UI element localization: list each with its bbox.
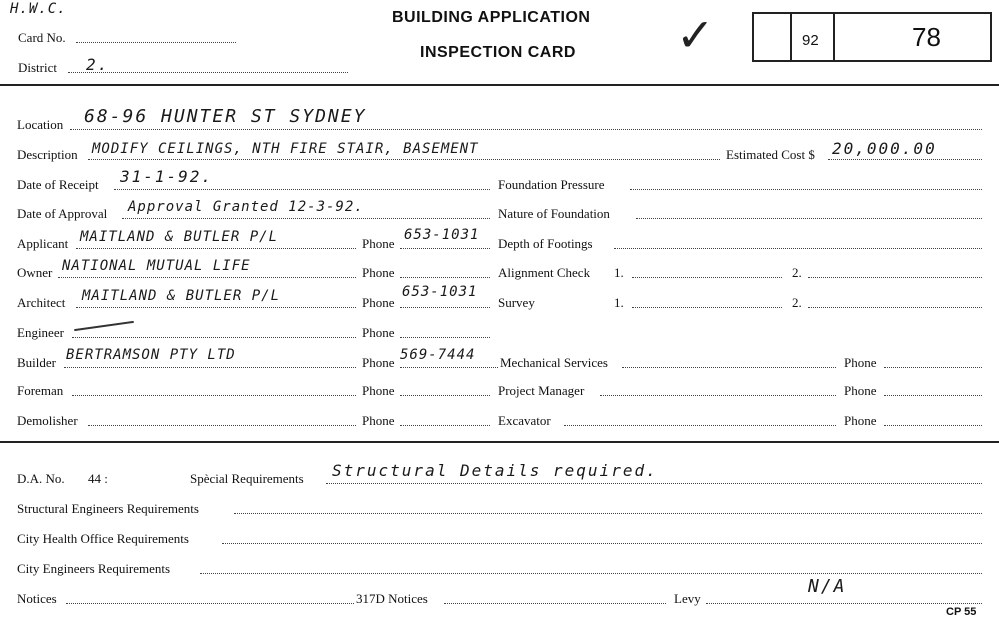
- architect-label: Architect: [17, 295, 66, 310]
- receipt-field[interactable]: [114, 189, 490, 190]
- depth-footings-label: Depth of Footings: [498, 236, 593, 251]
- foundation-pressure-field[interactable]: [630, 189, 982, 190]
- owner-field[interactable]: [58, 277, 356, 278]
- depth-footings-field[interactable]: [614, 248, 982, 249]
- section-divider: [0, 441, 999, 443]
- structural-engineers-label: Structural Engineers Requirements: [17, 501, 199, 516]
- demolisher-label: Demolisher: [17, 413, 78, 428]
- da-value: 44 :: [88, 471, 108, 486]
- card-title-line2: INSPECTION CARD: [420, 44, 576, 61]
- location-value: 68-96 HUNTER ST SYDNEY: [84, 106, 367, 127]
- architect-phone-value: 653-1031: [402, 284, 478, 300]
- builder-field[interactable]: [64, 367, 356, 368]
- owner-phone-label: Phone: [362, 265, 395, 280]
- receipt-value: 31-1-92.: [120, 167, 214, 186]
- pm-phone-field[interactable]: [884, 395, 982, 396]
- foreman-field[interactable]: [72, 395, 356, 396]
- location-label: Location: [17, 117, 64, 132]
- demolisher-field[interactable]: [88, 425, 356, 426]
- district-label: District: [18, 60, 57, 75]
- special-requirements-value: Structural Details required.: [332, 461, 658, 480]
- hwc-note: H.W.C.: [10, 1, 67, 17]
- architect-field[interactable]: [76, 307, 356, 308]
- check-tick-icon: ✓: [676, 8, 715, 62]
- box-number-small: 92: [802, 32, 819, 49]
- builder-phone-value: 569-7444: [400, 347, 476, 363]
- approval-field[interactable]: [122, 218, 490, 219]
- card-title-line1: BUILDING APPLICATION: [392, 9, 591, 26]
- engineer-field[interactable]: [72, 337, 356, 338]
- health-office-label: City Health Office Requirements: [17, 531, 189, 546]
- excavator-phone-field[interactable]: [884, 425, 982, 426]
- box-number-large: 78: [912, 22, 941, 52]
- district-value: 2.: [86, 55, 110, 74]
- receipt-label: Date of Receipt: [17, 177, 99, 192]
- survey-1-label: 1.: [614, 295, 624, 310]
- nature-foundation-field[interactable]: [636, 218, 982, 219]
- survey-label: Survey: [498, 295, 535, 310]
- applicant-value: MAITLAND & BUTLER P/L: [80, 229, 279, 245]
- special-requirements-label: Spècial Requirements: [190, 471, 304, 486]
- project-manager-field[interactable]: [600, 395, 836, 396]
- owner-label: Owner: [17, 265, 53, 280]
- builder-label: Builder: [17, 355, 56, 370]
- approval-label: Date of Approval: [17, 206, 108, 221]
- builder-phone-field[interactable]: [400, 367, 498, 368]
- header-divider: [0, 84, 999, 86]
- health-office-field[interactable]: [222, 543, 982, 544]
- foreman-phone-field[interactable]: [400, 395, 490, 396]
- mech-phone-field[interactable]: [884, 367, 982, 368]
- mech-services-label: Mechanical Services: [500, 355, 608, 370]
- survey-1-field[interactable]: [632, 307, 782, 308]
- engineer-phone-field[interactable]: [400, 337, 490, 338]
- excavator-label: Excavator: [498, 413, 551, 428]
- applicant-phone-label: Phone: [362, 236, 395, 251]
- estimated-cost-field[interactable]: [828, 159, 982, 160]
- box-divider: [790, 14, 792, 60]
- box-divider: [833, 14, 835, 60]
- notices-label: Notices: [17, 591, 57, 606]
- project-manager-label: Project Manager: [498, 383, 585, 398]
- alignment-2-label: 2.: [792, 265, 802, 280]
- architect-value: MAITLAND & BUTLER P/L: [82, 288, 281, 304]
- alignment-label: Alignment Check: [498, 265, 591, 280]
- notices-317-field[interactable]: [444, 603, 666, 604]
- foundation-pressure-label: Foundation Pressure: [498, 177, 605, 192]
- pm-phone-label: Phone: [844, 383, 877, 398]
- mech-phone-label: Phone: [844, 355, 877, 370]
- architect-phone-field[interactable]: [400, 307, 490, 308]
- structural-engineers-field[interactable]: [234, 513, 982, 514]
- applicant-phone-value: 653-1031: [404, 227, 480, 243]
- owner-value: NATIONAL MUTUAL LIFE: [62, 258, 251, 274]
- form-code: CP 55: [946, 606, 977, 618]
- nature-foundation-label: Nature of Foundation: [498, 206, 610, 221]
- architect-phone-label: Phone: [362, 295, 395, 310]
- city-engineers-label: City Engineers Requirements: [17, 561, 171, 576]
- district-field[interactable]: [68, 72, 348, 73]
- demolisher-phone-field[interactable]: [400, 425, 490, 426]
- da-label: D.A. No.: [17, 471, 65, 486]
- description-field[interactable]: [88, 159, 720, 160]
- location-field[interactable]: [70, 129, 982, 130]
- engineer-phone-label: Phone: [362, 325, 395, 340]
- builder-phone-label: Phone: [362, 355, 395, 370]
- notices-field[interactable]: [66, 603, 354, 604]
- levy-label: Levy: [674, 591, 701, 606]
- applicant-field[interactable]: [76, 248, 356, 249]
- description-label: Description: [17, 147, 78, 162]
- owner-phone-field[interactable]: [400, 277, 490, 278]
- applicant-phone-field[interactable]: [400, 248, 490, 249]
- excavator-phone-label: Phone: [844, 413, 877, 428]
- foreman-phone-label: Phone: [362, 383, 395, 398]
- estimated-cost-value: 20,000.00: [832, 139, 937, 158]
- description-value: MODIFY CEILINGS, NTH FIRE STAIR, BASEMENT: [92, 141, 479, 157]
- foreman-label: Foreman: [17, 383, 64, 398]
- mech-services-field[interactable]: [622, 367, 836, 368]
- survey-2-label: 2.: [792, 295, 802, 310]
- special-requirements-field[interactable]: [326, 483, 982, 484]
- applicant-label: Applicant: [17, 236, 69, 251]
- builder-value: BERTRAMSON PTY LTD: [66, 347, 236, 363]
- excavator-field[interactable]: [564, 425, 836, 426]
- survey-2-field[interactable]: [808, 307, 982, 308]
- engineer-strike-mark: [74, 321, 134, 331]
- levy-field[interactable]: [706, 603, 982, 604]
- card-no-field[interactable]: [76, 42, 236, 43]
- card-no-label: Card No.: [18, 30, 66, 45]
- city-engineers-field[interactable]: [200, 573, 982, 574]
- levy-value: N/A: [808, 576, 847, 597]
- demolisher-phone-label: Phone: [362, 413, 395, 428]
- estimated-cost-label: Estimated Cost $: [726, 147, 815, 162]
- alignment-1-label: 1.: [614, 265, 624, 280]
- notices-317-label: 317D Notices: [356, 591, 428, 606]
- approval-value: Approval Granted 12-3-92.: [128, 199, 364, 215]
- card-number-box: [752, 12, 992, 62]
- alignment-2-field[interactable]: [808, 277, 982, 278]
- engineer-label: Engineer: [17, 325, 64, 340]
- alignment-1-field[interactable]: [632, 277, 782, 278]
